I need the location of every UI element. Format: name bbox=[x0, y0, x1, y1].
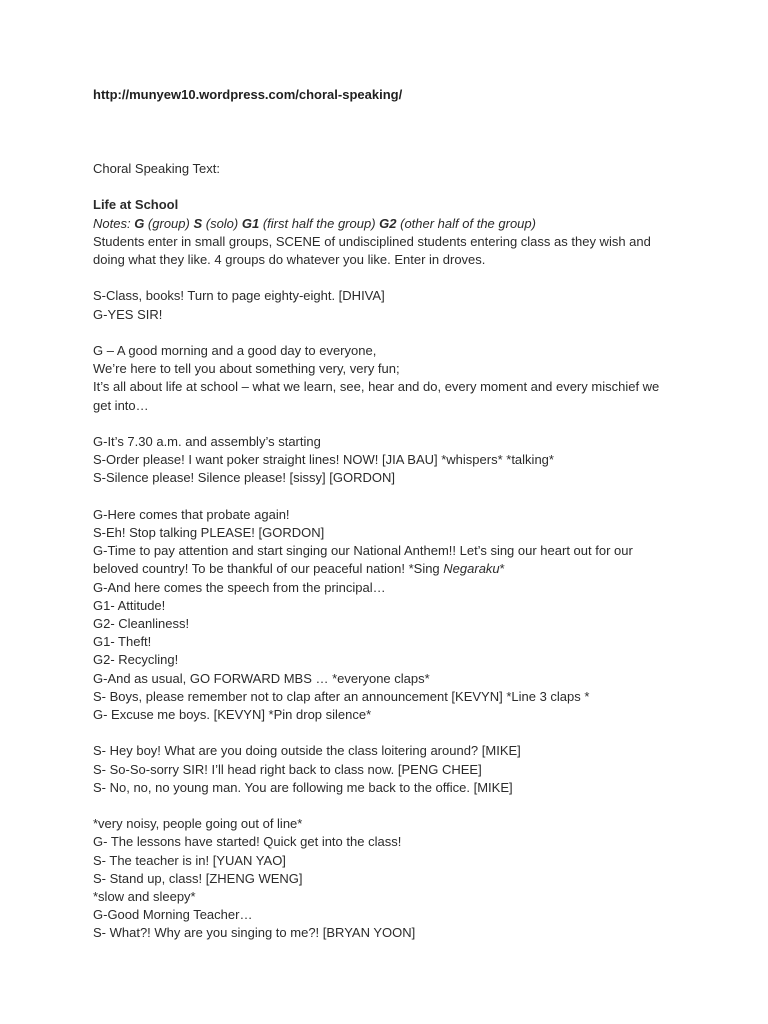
script-line: S- So-So-sorry SIR! I’ll head right back to class now. [PENG CHEE] bbox=[93, 761, 482, 777]
script-line: S-Order please! I want poker straight lines! NOW! [JIA BAU] *whispers* *talking* bbox=[93, 452, 554, 468]
section-heading: Choral Speaking Text: bbox=[93, 161, 220, 176]
script-line: S-Silence please! Silence please! [sissy] [GORDON] bbox=[93, 470, 396, 486]
script-line: S- What?! Why are you singing to me?! [BRYAN YOON] bbox=[93, 925, 416, 941]
document-page bbox=[93, 86, 683, 943]
blank-line bbox=[93, 415, 683, 433]
notes-g2: G2 bbox=[379, 215, 397, 231]
blank-line bbox=[93, 269, 683, 287]
script-line: G-Here comes that probate again! bbox=[93, 506, 290, 522]
anthem-line bbox=[93, 560, 683, 578]
script-line: G-YES SIR! bbox=[93, 306, 163, 322]
intro-line: doing what they like. 4 groups do whatever you like. Enter in droves. bbox=[93, 252, 486, 267]
script-line: It’s all about life at school – what we learn, see, hear and do, every moment and every mischief we bbox=[93, 379, 660, 395]
notes-g1-desc: (first half the group) bbox=[259, 215, 380, 231]
script-line: G-Good Morning Teacher… bbox=[93, 907, 253, 923]
notes-prefix: Notes: bbox=[93, 215, 135, 231]
script-line: *slow and sleepy* bbox=[93, 889, 196, 905]
script-line: G1- Theft! bbox=[93, 634, 152, 650]
notes-s: S bbox=[193, 215, 203, 231]
script-line: S- Boys, please remember not to clap after an announcement [KEVYN] *Line 3 claps * bbox=[93, 688, 590, 704]
script-line: S- Stand up, class! [ZHENG WENG] bbox=[93, 870, 303, 886]
script-line: S- Hey boy! What are you doing outside the class loitering around? [MIKE] bbox=[93, 743, 521, 759]
script-line: get into… bbox=[93, 397, 149, 413]
script-line: G-And as usual, GO FORWARD MBS … *everyone claps* bbox=[93, 670, 430, 686]
script-line: G-It’s 7.30 a.m. and assembly’s starting bbox=[93, 433, 321, 449]
script-line: S- The teacher is in! [YUAN YAO] bbox=[93, 852, 286, 868]
script-line: S-Eh! Stop talking PLEASE! [GORDON] bbox=[93, 524, 325, 540]
script-line: G-Time to pay attention and start singing our National Anthem!! Let’s sing our heart out for our bbox=[93, 543, 633, 559]
blank-line bbox=[93, 178, 683, 196]
spacer bbox=[93, 104, 683, 160]
notes-g1: G1 bbox=[241, 215, 260, 231]
notes-s-desc: (solo) bbox=[202, 215, 242, 231]
script-line: We’re here to tell you about something very, very fun; bbox=[93, 361, 400, 377]
source-url[interactable]: http://munyew10.wordpress.com/choral-speaking/ bbox=[93, 87, 403, 102]
script-line: S- No, no, no young man. You are following me back to the office. [MIKE] bbox=[93, 779, 513, 795]
script-line: G2- Cleanliness! bbox=[93, 616, 190, 631]
document-title: Life at School bbox=[93, 197, 179, 213]
script-line: G- The lessons have started! Quick get into the class! bbox=[93, 834, 402, 850]
script-line: G-And here comes the speech from the principal… bbox=[93, 579, 386, 595]
blank-line bbox=[93, 724, 683, 742]
script-line: S-Class, books! Turn to page eighty-eight. [DHIVA] bbox=[93, 288, 385, 304]
notes-line bbox=[93, 215, 683, 233]
notes-g-desc: (group) bbox=[144, 215, 194, 231]
blank-line bbox=[93, 797, 683, 815]
notes-g2-desc: (other half of the group) bbox=[396, 215, 536, 231]
anthem-song-title: Negaraku bbox=[443, 561, 500, 577]
anthem-line-before: beloved country! To be thankful of our peaceful nation! *Sing bbox=[93, 561, 444, 577]
script-line: G1- Attitude! bbox=[93, 597, 166, 613]
script-line: G- Excuse me boys. [KEVYN] *Pin drop silence* bbox=[93, 707, 372, 723]
notes-g: G bbox=[134, 215, 145, 231]
script-line: G2- Recycling! bbox=[93, 652, 179, 668]
intro-line: Students enter in small groups, SCENE of undisciplined students entering class as they wish and bbox=[93, 233, 651, 249]
script-line: *very noisy, people going out of line* bbox=[93, 816, 303, 832]
blank-line bbox=[93, 324, 683, 342]
blank-line bbox=[93, 488, 683, 506]
script-line: G – A good morning and a good day to everyone, bbox=[93, 342, 377, 358]
anthem-line-after: * bbox=[499, 561, 505, 577]
